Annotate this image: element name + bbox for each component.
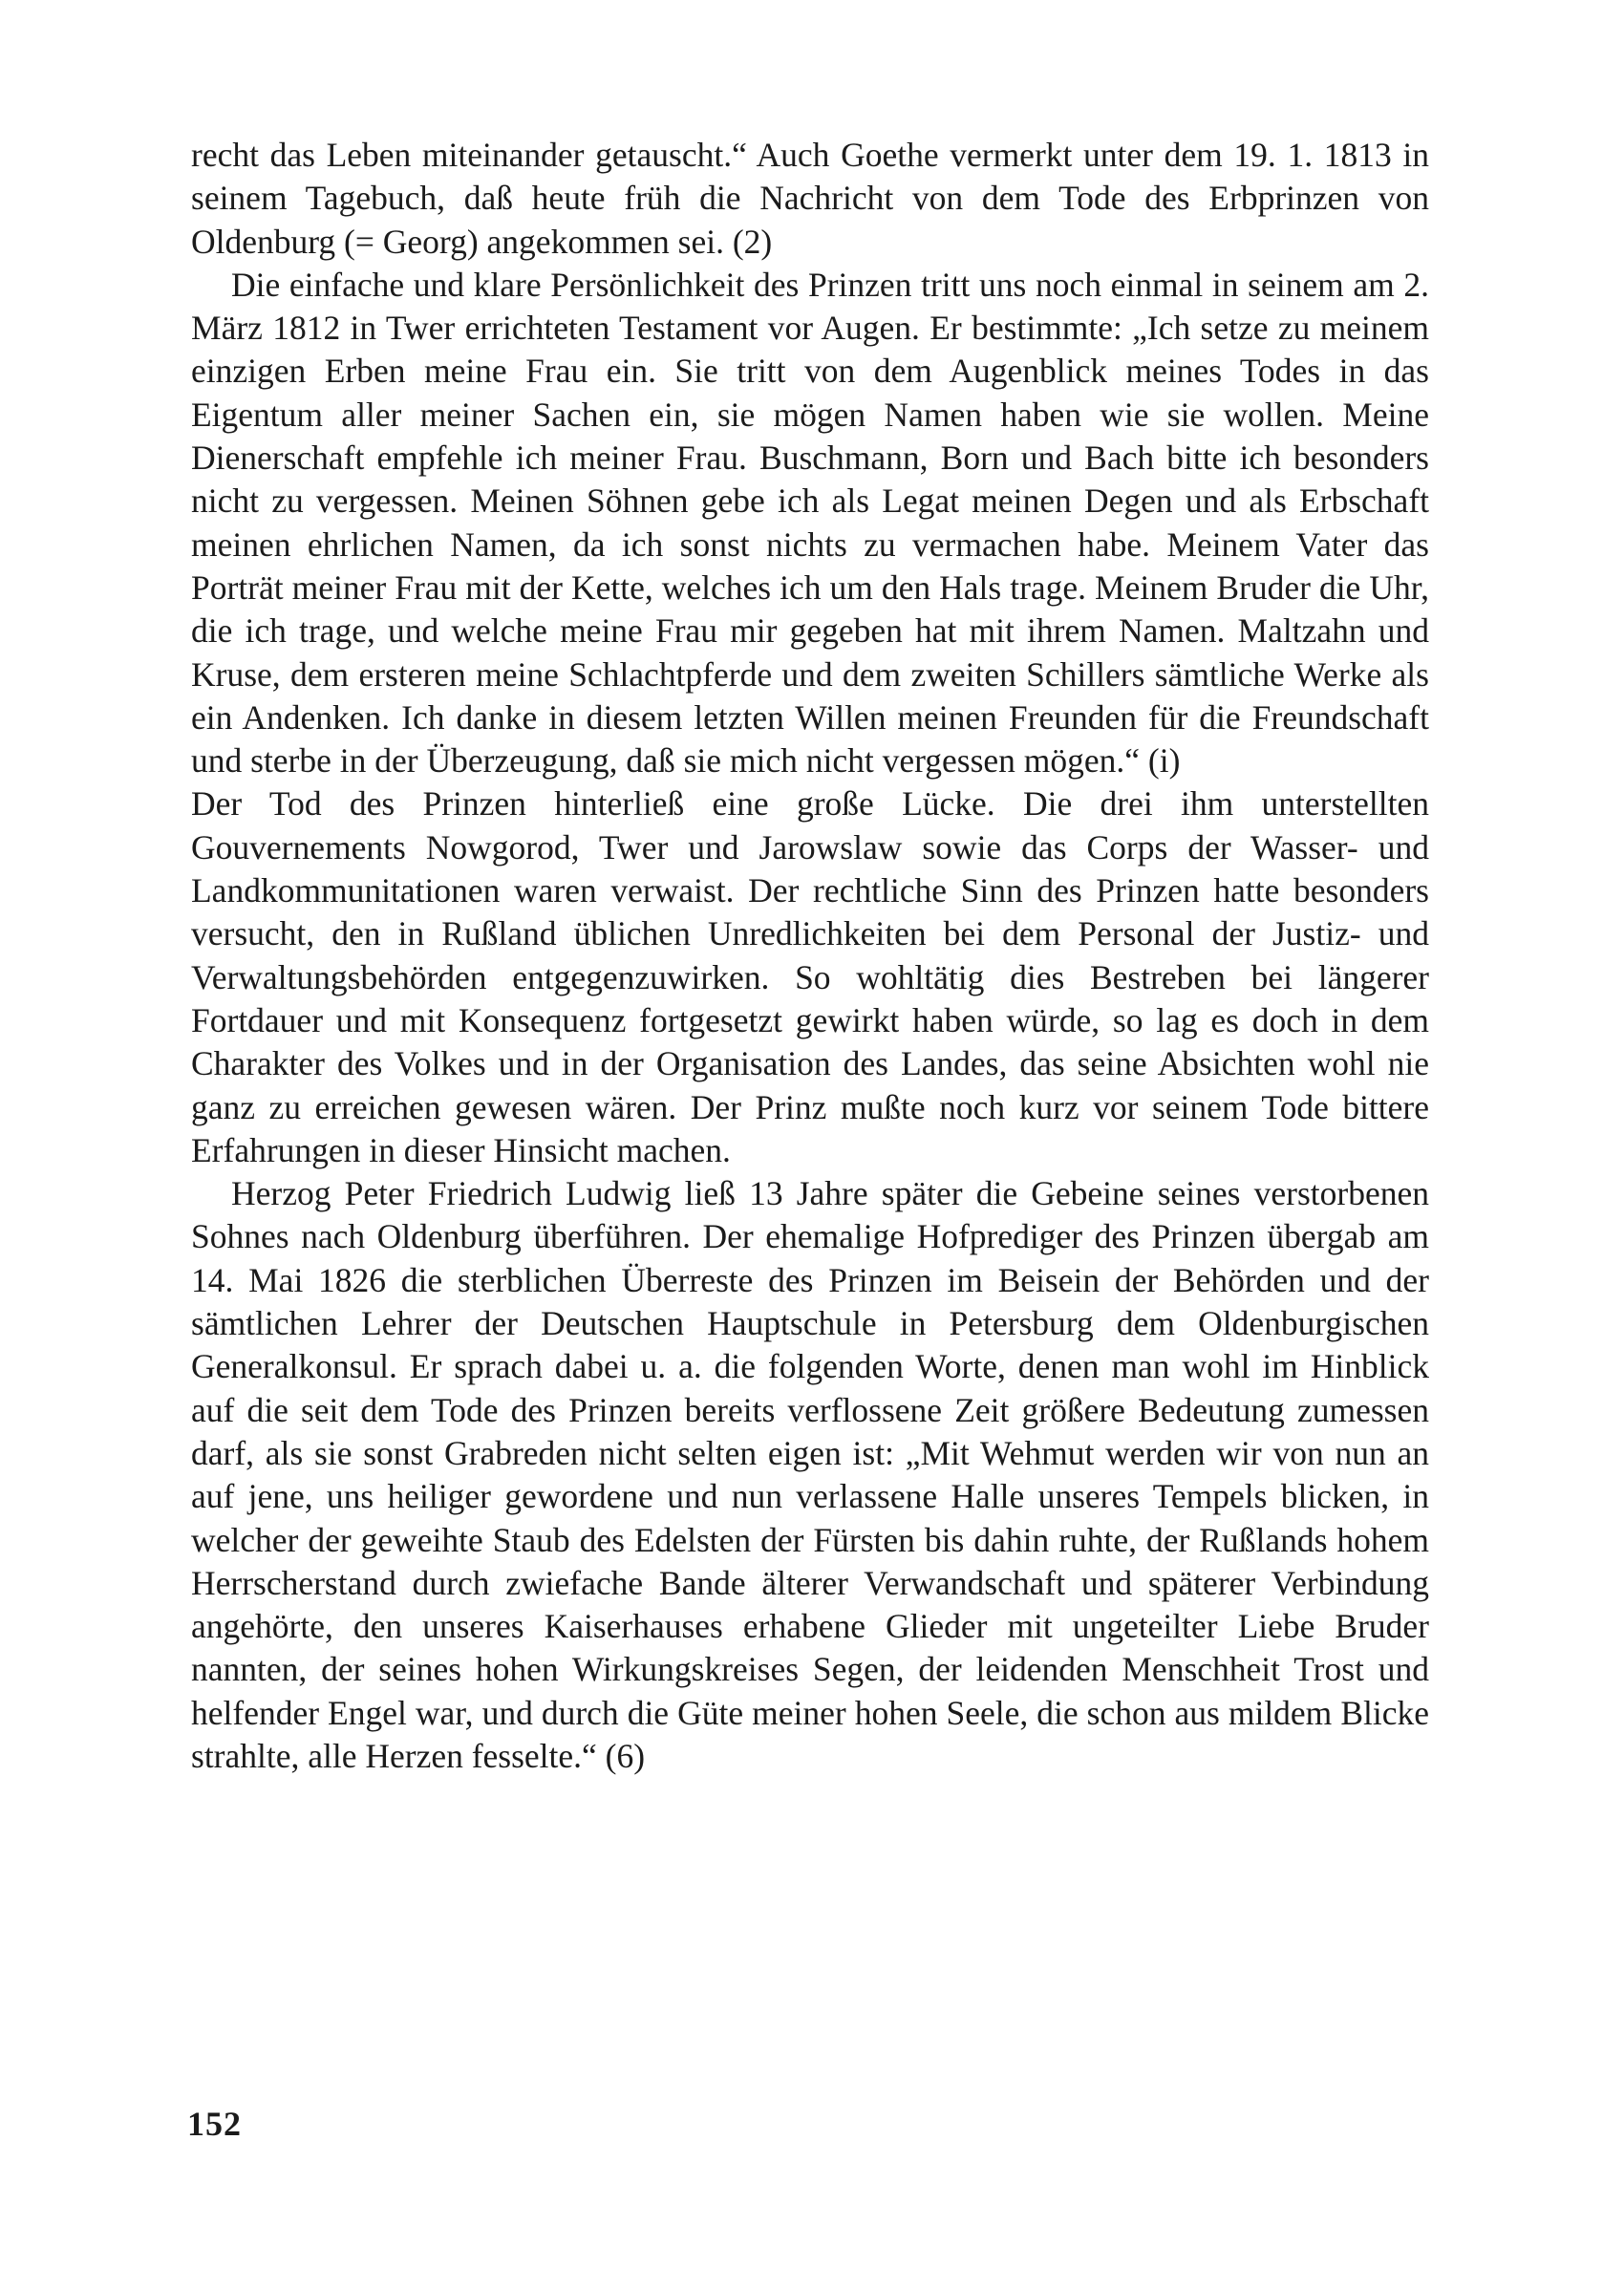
paragraph-transfer-remains: Herzog Peter Friedrich Ludwig ließ 13 Jahre später die Gebeine seines verstorbenen Sohnes nach Oldenburg überführen. Der ehemalige Hofprediger des Prinzen übergab am 14. Mai 1826 die sterblichen Überreste des Prinzen im Beisein der Behörden und der sämtlichen Lehrer der Deutschen Hauptschule in Petersburg dem Oldenburgischen Generalkonsul. Er sprach dabei u. a. die folgenden Worte, denen man wohl im Hinblick auf die seit dem Tode des Prinzen bereits verflossene Zeit größere Bedeutung zumessen darf, als sie sonst Grabreden nicht selten eigen ist: „Mit Wehmut werden wir von nun an auf jene, uns heiliger gewordene und nun verlassene Halle unseres Tempels blicken, in welcher der geweihte Staub des Edelsten der Fürsten bis dahin ruhte, der Rußlands hohem Herrscherstand durch zwiefache Bande älterer Verwandschaft und späterer Verbindung angehörte, den unseres Kaiserhauses erhabene Glieder mit ungeteilter Liebe Bruder nannten, der seines hohen Wirkungskreises Segen, der leidenden Menschheit Trost und helfender Engel war, und durch die Güte meiner hohen Seele, die schon aus mildem Blicke strahlte, alle Herzen fesselte.“ (6) [191, 1174, 1429, 1775]
paragraph-continuation: recht das Leben miteinander getauscht.“ Auch Goethe vermerkt unter dem 19. 1. 1813 in seinem Tagebuch, daß heute früh die Nachricht von dem Tode des Erbprinzen von Oldenburg (= Georg) angekommen sei. (2) [191, 136, 1429, 261]
paragraph-death-consequences: Der Tod des Prinzen hinterließ eine große Lücke. Die drei ihm unterstellten Gouvernements Nowgorod, Twer und Jarowslaw sowie das Corps der Wasser- und Landkommunitationen waren verwaist. Der rechtliche Sinn des Prinzen hatte besonders versucht, den in Rußland üblichen Unredlichkeiten bei dem Personal der Justiz- und Verwaltungsbehörden entgegenzuwirken. So wohltätig dies Bestreben bei längerer Fortdauer und mit Konsequenz fortgesetzt gewirkt haben würde, so lag es doch in dem Charakter des Volkes und in der Organisation des Landes, das seine Absichten wohl nie ganz zu erreichen gewesen wären. Der Prinz mußte noch kurz vor seinem Tode bittere Erfahrungen in dieser Hinsicht machen. [191, 784, 1429, 1169]
paragraph-testament: Die einfache und klare Persönlichkeit des Prinzen tritt uns noch einmal in seinem am 2. März 1812 in Twer errichteten Testament vor Augen. Er bestimmte: „Ich setze zu meinem einzigen Erben meine Frau ein. Sie tritt von dem Augenblick meines Todes in das Eigentum aller meiner Sachen ein, sie mögen Namen haben wie sie wollen. Meine Dienerschaft empfehle ich meiner Frau. Buschmann, Born und Bach bitte ich besonders nicht zu vergessen. Meinen Söhnen gebe ich als Legat meinen Degen und als Erbschaft meinen ehrlichen Namen, da ich sonst nichts zu vermachen habe. Meinem Vater das Porträt meiner Frau mit der Kette, welches ich um den Hals trage. Meinem Bruder die Uhr, die ich trage, und welche meine Frau mir gegeben hat mit ihrem Namen. Maltzahn und Kruse, dem ersteren meine Schlachtpferde und dem zweiten Schillers sämtliche Werke als ein Andenken. Ich danke in diesem letzten Willen meinen Freunden für die Freundschaft und sterbe in der Überzeugung, daß sie mich nicht vergessen mögen.“ (i) [191, 265, 1429, 781]
page-number: 152 [187, 2105, 242, 2143]
page-body-text [191, 134, 1429, 1778]
